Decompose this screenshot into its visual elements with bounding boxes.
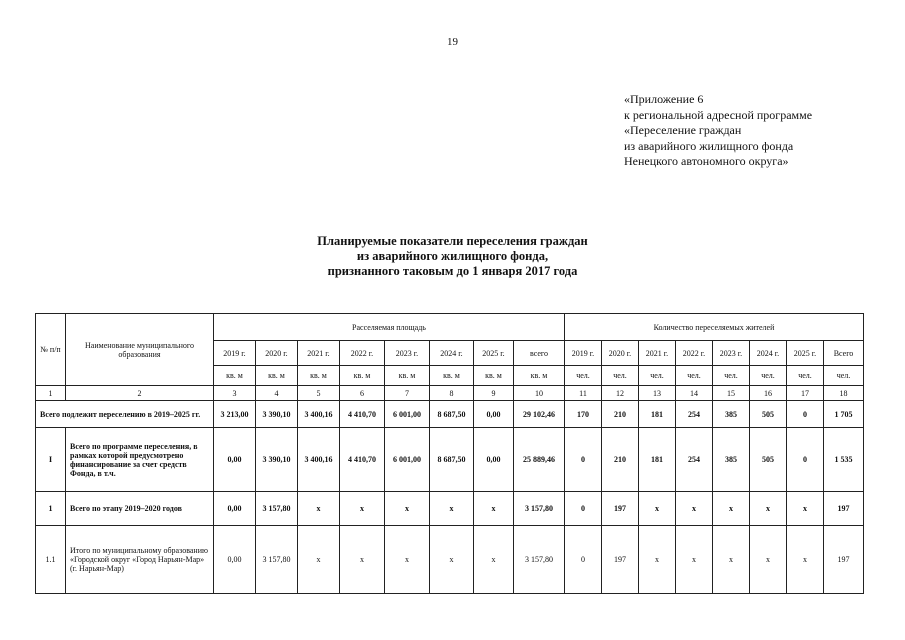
resettlement-table	[35, 313, 864, 594]
value-cell: 8 687,50	[430, 428, 474, 492]
unit-cell: кв. м	[214, 366, 256, 386]
value-cell: 210	[602, 428, 639, 492]
people-year-header: 2022 г.	[676, 341, 713, 366]
value-cell: 3 213,00	[214, 401, 256, 428]
value-cell: x	[676, 526, 713, 594]
column-number: 8	[430, 386, 474, 401]
appendix-line: «Переселение граждан	[624, 123, 742, 137]
value-cell: 6 001,00	[385, 428, 430, 492]
group-people-header: Количество переселяемых жителей	[565, 314, 864, 341]
appendix-line: из аварийного жилищного фонда	[624, 138, 794, 153]
value-cell: 1 535	[824, 428, 864, 492]
value-cell: 3 157,80	[256, 492, 298, 526]
value-cell: x	[474, 492, 514, 526]
value-cell: x	[340, 526, 385, 594]
column-number: 14	[676, 386, 713, 401]
value-cell: 197	[824, 526, 864, 594]
table-row	[36, 526, 864, 594]
value-cell: 505	[750, 401, 787, 428]
value-cell: 0,00	[214, 428, 256, 492]
people-total-header: Всего	[824, 341, 864, 366]
value-cell: 3 157,80	[256, 526, 298, 594]
value-cell: 181	[639, 401, 676, 428]
value-cell: x	[639, 492, 676, 526]
value-cell: x	[750, 492, 787, 526]
value-cell: x	[713, 492, 750, 526]
area-year-header: 2021 г.	[298, 341, 340, 366]
column-number: 1	[36, 386, 66, 401]
column-number: 10	[514, 386, 565, 401]
unit-cell: кв. м	[298, 366, 340, 386]
column-number: 2	[66, 386, 214, 401]
title-line: Планируемые показатели переселения граждан	[317, 234, 588, 248]
value-cell: x	[750, 526, 787, 594]
value-cell: 25 889,46	[514, 428, 565, 492]
area-year-header: 2023 г.	[385, 341, 430, 366]
value-cell: 0	[787, 401, 824, 428]
unit-cell: кв. м	[340, 366, 385, 386]
value-cell: x	[340, 492, 385, 526]
row-name: Всего подлежит переселению в 2019–2025 гг.	[36, 401, 214, 428]
value-cell: x	[430, 526, 474, 594]
value-cell: 6 001,00	[385, 401, 430, 428]
people-year-header: 2019 г.	[565, 341, 602, 366]
value-cell: x	[385, 526, 430, 594]
value-cell: x	[787, 526, 824, 594]
value-cell: 3 157,80	[514, 492, 565, 526]
appendix-line: «Приложение 6	[624, 92, 704, 106]
people-year-header: 2024 г.	[750, 341, 787, 366]
appendix-line: Ненецкого автономного округа»	[624, 154, 789, 168]
value-cell: 0	[565, 526, 602, 594]
unit-cell: чел.	[565, 366, 602, 386]
row-name: Всего по программе переселения, в рамках которой предусмотрено финансирование за счет средств Фонда, в т.ч.	[66, 428, 214, 492]
value-cell: 3 157,80	[514, 526, 565, 594]
value-cell: 0,00	[474, 401, 514, 428]
people-year-header: 2025 г.	[787, 341, 824, 366]
value-cell: x	[474, 526, 514, 594]
column-number: 11	[565, 386, 602, 401]
people-year-header: 2021 г.	[639, 341, 676, 366]
value-cell: 8 687,50	[430, 401, 474, 428]
unit-cell: чел.	[602, 366, 639, 386]
value-cell: 3 400,16	[298, 401, 340, 428]
unit-cell: кв. м	[256, 366, 298, 386]
value-cell: 254	[676, 401, 713, 428]
value-cell: 3 390,10	[256, 401, 298, 428]
unit-cell: чел.	[824, 366, 864, 386]
column-number: 3	[214, 386, 256, 401]
area-year-header: 2019 г.	[214, 341, 256, 366]
area-year-header: 2022 г.	[340, 341, 385, 366]
title-line: признанного таковым до 1 января 2017 года	[327, 264, 578, 278]
people-year-header: 2023 г.	[713, 341, 750, 366]
value-cell: 4 410,70	[340, 401, 385, 428]
appendix-line: к региональной адресной программе	[624, 107, 813, 122]
value-cell: x	[787, 492, 824, 526]
value-cell: 197	[602, 526, 639, 594]
value-cell: 0,00	[214, 492, 256, 526]
value-cell: 505	[750, 428, 787, 492]
value-cell: 197	[602, 492, 639, 526]
unit-cell: чел.	[676, 366, 713, 386]
area-year-header: 2024 г.	[430, 341, 474, 366]
value-cell: 0	[565, 428, 602, 492]
area-total-header: всего	[514, 341, 565, 366]
area-year-header: 2020 г.	[256, 341, 298, 366]
column-number: 6	[340, 386, 385, 401]
value-cell: 385	[713, 428, 750, 492]
column-number: 12	[602, 386, 639, 401]
unit-cell: чел.	[787, 366, 824, 386]
value-cell: 1 705	[824, 401, 864, 428]
people-year-header: 2020 г.	[602, 341, 639, 366]
appendix-note	[624, 92, 812, 170]
table-row	[36, 492, 864, 526]
value-cell: 4 410,70	[340, 428, 385, 492]
value-cell: 3 390,10	[256, 428, 298, 492]
unit-cell: кв. м	[385, 366, 430, 386]
unit-cell: чел.	[750, 366, 787, 386]
row-name: Итого по муниципальному образованию «Городской округ «Город Нарьян-Мар» (г. Нарьян-Мар)	[66, 526, 214, 594]
value-cell: 0,00	[214, 526, 256, 594]
column-number: 7	[385, 386, 430, 401]
title-line: из аварийного жилищного фонда,	[356, 249, 549, 263]
column-number: 5	[298, 386, 340, 401]
unit-cell: кв. м	[430, 366, 474, 386]
column-number: 15	[713, 386, 750, 401]
value-cell: 0	[787, 428, 824, 492]
col-name-header: Наименование муниципального образования	[66, 314, 214, 386]
unit-cell: чел.	[639, 366, 676, 386]
value-cell: 0,00	[474, 428, 514, 492]
value-cell: 170	[565, 401, 602, 428]
value-cell: 0	[565, 492, 602, 526]
value-cell: x	[298, 526, 340, 594]
value-cell: 3 400,16	[298, 428, 340, 492]
total-row	[36, 401, 864, 428]
column-number: 17	[787, 386, 824, 401]
area-year-header: 2025 г.	[474, 341, 514, 366]
unit-cell: чел.	[713, 366, 750, 386]
value-cell: x	[713, 526, 750, 594]
value-cell: x	[676, 492, 713, 526]
column-number: 4	[256, 386, 298, 401]
unit-cell: кв. м	[474, 366, 514, 386]
column-number: 9	[474, 386, 514, 401]
value-cell: 197	[824, 492, 864, 526]
column-number-row	[36, 386, 864, 401]
column-number: 16	[750, 386, 787, 401]
value-cell: 254	[676, 428, 713, 492]
value-cell: x	[385, 492, 430, 526]
group-area-header: Расселяемая площадь	[214, 314, 565, 341]
document-title	[0, 234, 905, 279]
value-cell: 181	[639, 428, 676, 492]
value-cell: 210	[602, 401, 639, 428]
value-cell: x	[639, 526, 676, 594]
table-row	[36, 428, 864, 492]
row-number: 1	[36, 492, 66, 526]
column-number: 13	[639, 386, 676, 401]
column-number: 18	[824, 386, 864, 401]
row-number: 1.1	[36, 526, 66, 594]
value-cell: x	[298, 492, 340, 526]
value-cell: x	[430, 492, 474, 526]
col-no-header: № п/п	[36, 314, 66, 386]
page-number: 19	[447, 36, 458, 48]
unit-cell: кв. м	[514, 366, 565, 386]
row-number: I	[36, 428, 66, 492]
value-cell: 385	[713, 401, 750, 428]
row-name: Всего по этапу 2019–2020 годов	[66, 492, 214, 526]
value-cell: 29 102,46	[514, 401, 565, 428]
